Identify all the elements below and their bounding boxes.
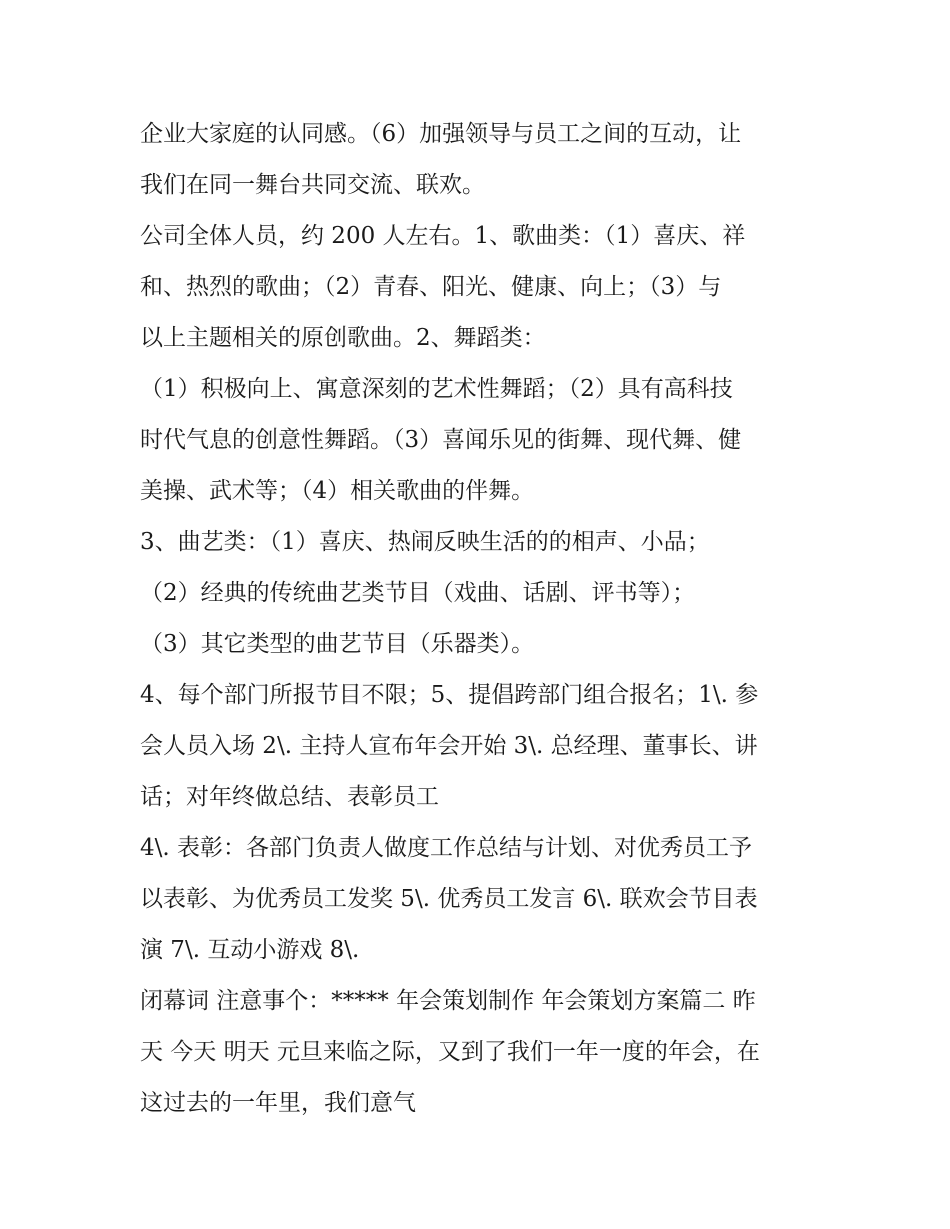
text-line: 3、曲艺类：（1）喜庆、热闹反映生活的的相声、小品；: [140, 529, 710, 555]
text-line: 和、热烈的歌曲；（2）青春、阳光、健康、向上；（3）与: [140, 274, 722, 300]
text-line: 话；对年终做总结、表彰员工: [140, 784, 439, 810]
text-line: 4、每个部门所报节目不限；5、提倡跨部门组合报名；1\. 参: [140, 682, 759, 708]
text-line: 天 今天 明天 元旦来临之际，又到了我们一年一度的年会，在: [140, 1039, 760, 1065]
text-line: 我们在同一舞台共同交流、联欢。: [140, 172, 485, 198]
text-line: 美操、武术等；（4）相关歌曲的伴舞。: [140, 478, 535, 504]
text-line: 4\. 表彰：各部门负责人做度工作总结与计划、对优秀员工予: [140, 835, 753, 861]
text-line: （2）经典的传统曲艺类节目（戏曲、话剧、评书等）；: [140, 580, 696, 606]
text-line: 以表彰、为优秀员工发奖 5\. 优秀员工发言 6\. 联欢会节目表: [140, 886, 758, 912]
text-line: （1）积极向上、寓意深刻的艺术性舞蹈；（2）具有高科技: [140, 376, 733, 402]
text-line: 闭幕词 注意事个：***** 年会策划制作 年会策划方案篇二 昨: [140, 988, 756, 1014]
text-line: 这过去的一年里，我们意气: [140, 1090, 416, 1116]
text-line: 以上主题相关的原创歌曲。2、舞蹈类：: [140, 325, 546, 351]
text-line: 会人员入场 2\. 主持人宣布年会开始 3\. 总经理、董事长、讲: [140, 733, 758, 759]
text-line: 演 7\. 互动小游戏 8\.: [140, 937, 360, 963]
document-body: [140, 109, 812, 1129]
text-line: 企业大家庭的认同感。（6）加强领导与员工之间的互动，让: [140, 121, 742, 147]
text-line: （3）其它类型的曲艺节目（乐器类）。: [140, 631, 535, 657]
text-line: 公司全体人员，约 200 人左右。1、歌曲类：（1）喜庆、祥: [140, 223, 746, 249]
text-line: 时代气息的创意性舞蹈。（3）喜闻乐见的街舞、现代舞、健: [140, 427, 742, 453]
